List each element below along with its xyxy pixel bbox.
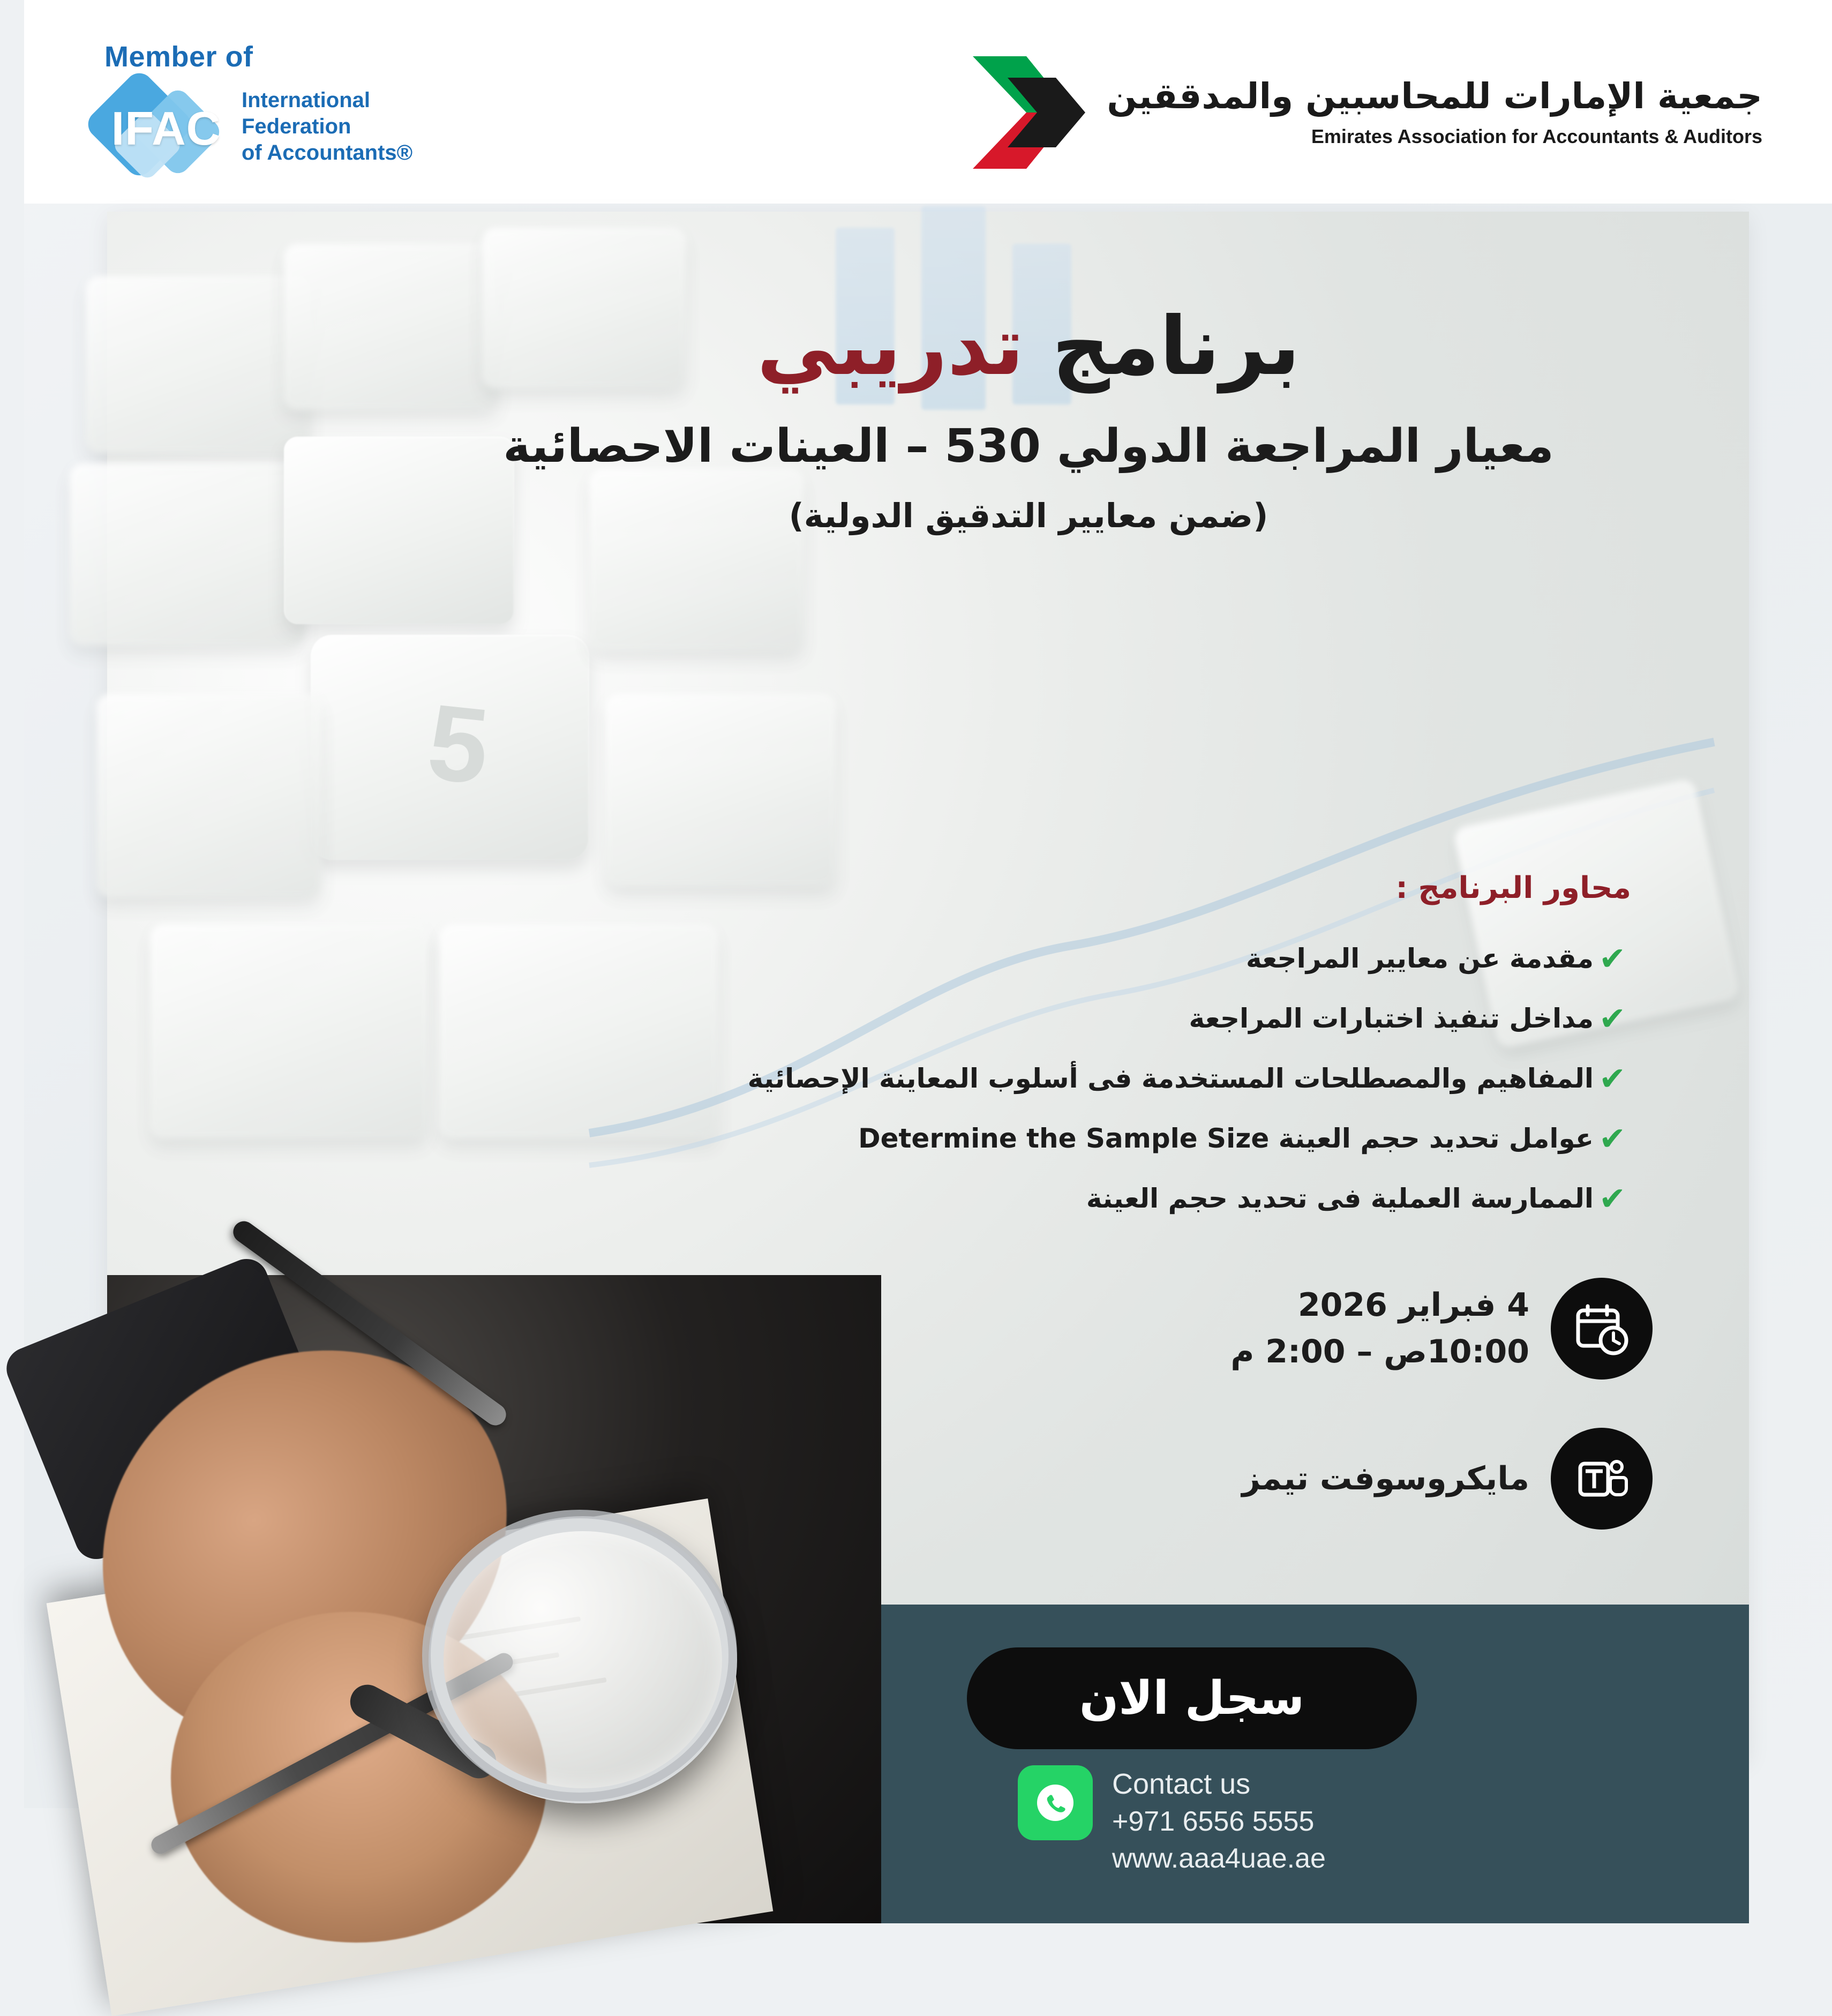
- list-item: [399, 1060, 1631, 1098]
- association-name-ar: جمعية الإمارات للمحاسبين والمدققين: [1107, 75, 1762, 117]
- ifac-name-line-3: of Accountants®: [242, 140, 413, 164]
- event-platform: مايكروسوفت تيمز: [1242, 1459, 1529, 1497]
- program-subtitle: (ضمن معايير التدقيق الدولية): [789, 496, 1268, 535]
- ifac-name-line-1: International: [242, 88, 371, 113]
- hero-kicker: [372, 300, 1685, 393]
- event-time: 10:00ص – 2:00 م: [1230, 1333, 1529, 1370]
- hero-kicker-black: برنامج: [1052, 300, 1301, 393]
- agenda-item-label: المفاهيم والمصطلحات المستخدمة فى أسلوب المعاينة الإحصائية: [747, 1063, 1594, 1095]
- agenda-heading: محاور البرنامج :: [1395, 871, 1631, 905]
- whatsapp-icon[interactable]: [1018, 1765, 1093, 1840]
- check-icon: ✔: [1598, 940, 1626, 978]
- contact-website[interactable]: www.aaa4uae.ae: [1112, 1842, 1326, 1874]
- register-button-label: سجل الان: [1079, 1672, 1305, 1725]
- list-item: [399, 1180, 1631, 1218]
- event-datetime-row: [421, 1278, 1653, 1380]
- agenda-item-label: الممارسة العملية فى تحديد حجم العينة: [1086, 1183, 1594, 1215]
- agenda-item-label: مقدمة عن معايير المراجعة: [1246, 943, 1594, 975]
- list-item: [399, 1000, 1631, 1038]
- ifac-wordmark: IFAC: [111, 102, 221, 155]
- ifac-full-name: [242, 87, 412, 166]
- check-icon: ✔: [1598, 1180, 1626, 1218]
- check-icon: ✔: [1598, 1120, 1626, 1158]
- agenda-list: [399, 940, 1631, 1240]
- poster-root: [24, 0, 1832, 1874]
- contact-title: Contact us: [1112, 1768, 1251, 1800]
- event-platform-row: [421, 1428, 1653, 1530]
- program-title: معيار المراجعة الدولي 530 – العينات الاحصائية: [503, 419, 1554, 473]
- association-logo-block: [957, 59, 1762, 166]
- register-button[interactable]: [967, 1647, 1417, 1749]
- hero-text-block: [372, 300, 1685, 535]
- ifac-hexagon-icon: [94, 80, 238, 174]
- hero-kicker-red: تدريبي: [756, 300, 1024, 393]
- event-details: [421, 1278, 1653, 1578]
- association-name-en: Emirates Association for Accountants & Auditors: [1311, 125, 1762, 148]
- event-date: 4 فبراير 2026: [1297, 1286, 1529, 1324]
- ifac-member-of-label: Member of: [104, 41, 253, 73]
- calendar-clock-icon: [1551, 1278, 1653, 1380]
- list-item: [399, 1120, 1631, 1158]
- ifac-logo: [94, 40, 469, 174]
- contact-phone[interactable]: +971 6556 5555: [1112, 1806, 1315, 1838]
- contact-block: [1018, 1765, 1326, 1877]
- keyboard-key-numeral: 5: [422, 681, 494, 807]
- poster-header: [24, 0, 1832, 204]
- microsoft-teams-icon: [1551, 1428, 1653, 1530]
- ifac-name-line-2: Federation: [242, 115, 351, 139]
- poster-body: [107, 212, 1749, 1874]
- agenda-item-label: مداخل تنفيذ اختبارات المراجعة: [1189, 1003, 1594, 1035]
- list-item: [399, 940, 1631, 978]
- association-chevron-icon: [957, 48, 1085, 177]
- check-icon: ✔: [1598, 1000, 1626, 1038]
- agenda-item-label: عوامل تحديد حجم العينة Determine the Sample Size: [858, 1123, 1594, 1155]
- check-icon: ✔: [1598, 1060, 1626, 1098]
